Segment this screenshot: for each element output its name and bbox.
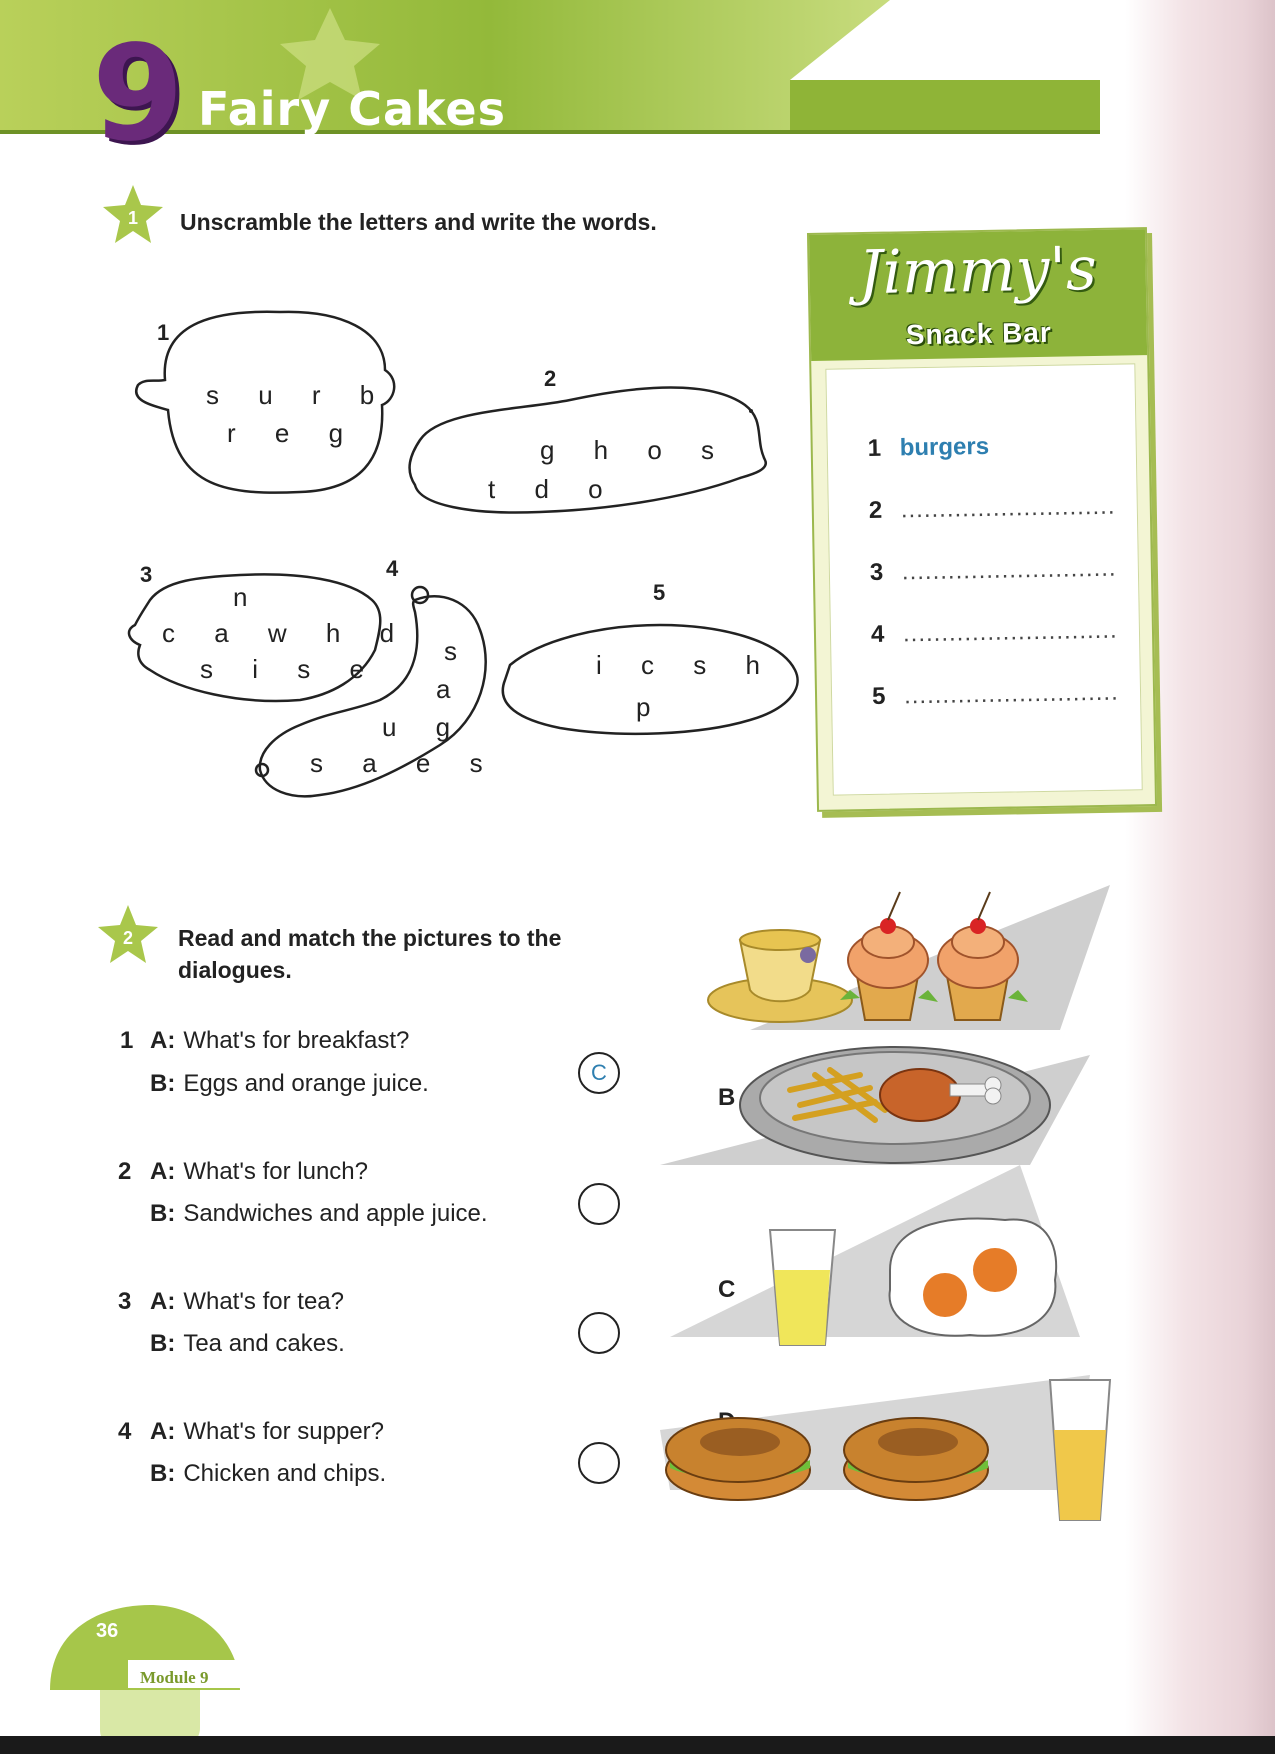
answer-row-number: 1	[867, 434, 882, 462]
dialogue4-number: 4	[118, 1418, 132, 1445]
puzzle1-letters-line2: r e g	[227, 418, 360, 448]
teacup-icon	[708, 930, 852, 1022]
juice-glass-icon	[1050, 1380, 1110, 1520]
exercise2-instruction	[178, 923, 561, 986]
dialogue2-answer: Sandwiches and apple juice.	[183, 1200, 488, 1227]
answer-blank[interactable]: ............................	[902, 616, 1118, 648]
puzzle2-number: 2	[544, 366, 557, 391]
puzzle3-number: 3	[140, 562, 153, 587]
speaker-a: A:	[150, 1418, 176, 1445]
dialogue4-answer: Chicken and chips.	[183, 1460, 387, 1487]
dialogue1-number: 1	[120, 1027, 134, 1054]
answer-row-number: 3	[869, 558, 884, 586]
module-label: Module 9	[140, 1668, 209, 1687]
picture-label-c: C	[718, 1276, 736, 1303]
answer-blank[interactable]: ............................	[903, 678, 1119, 710]
dialogue2-line-a	[150, 1158, 368, 1186]
dialogue1-answer: Eggs and orange juice.	[183, 1070, 429, 1097]
picture-label-b: B	[718, 1084, 736, 1111]
answer-row-number: 5	[871, 682, 886, 710]
exercise1-number: 1	[127, 208, 138, 228]
snack-bar-answers	[825, 363, 1142, 795]
dialogue1-line-b	[150, 1070, 429, 1098]
speaker-b: B:	[150, 1200, 176, 1227]
puzzle4-letters-line1: s	[444, 636, 473, 666]
dialogue2-number: 2	[118, 1158, 132, 1185]
puzzle4-letters-line3: u g	[382, 712, 467, 742]
puzzle3-letters-line1: c a w h d	[162, 618, 411, 648]
answer-row-1	[868, 433, 990, 463]
speaker-a: A:	[150, 1288, 176, 1315]
answer-value: burgers	[899, 432, 990, 462]
page-number: 36	[96, 1620, 119, 1642]
snack-bar-title: Jimmy's	[857, 233, 1098, 309]
answer-blank[interactable]: ............................	[900, 492, 1116, 524]
snack-bar-header	[809, 229, 1147, 361]
dialogue4-answer-circle[interactable]	[578, 1442, 620, 1484]
puzzle1-letters-line1: s u r b	[206, 380, 391, 410]
dialogue3-question: What's for tea?	[183, 1288, 344, 1315]
food-pictures	[660, 870, 1130, 1540]
puzzle-outlines	[0, 0, 820, 820]
unit-number: 9	[92, 17, 184, 171]
picture-b	[660, 1047, 1090, 1165]
speaker-b: B:	[150, 1460, 176, 1487]
puzzle5-letters-line1: i c s h	[596, 650, 776, 680]
fried-eggs-icon	[890, 1218, 1057, 1335]
puzzle5-number: 5	[653, 580, 666, 605]
dialogue1-question: What's for breakfast?	[183, 1027, 410, 1054]
dialogue2-question: What's for lunch?	[183, 1158, 368, 1185]
juice-glass-icon	[770, 1230, 835, 1345]
speaker-b: B:	[150, 1330, 176, 1357]
dialogue3-line-b	[150, 1330, 345, 1358]
puzzle1-number: 1	[157, 320, 170, 345]
answer-row-2	[869, 493, 1116, 525]
unit-title: Fairy Cakes	[198, 82, 506, 136]
dialogue3-line-a	[150, 1288, 344, 1316]
picture-a	[708, 885, 1110, 1030]
puzzle3-letters-line0: n	[233, 582, 264, 612]
puzzle3-letters-line2: s i s e	[200, 654, 380, 684]
speaker-a: A:	[150, 1158, 176, 1185]
snack-bar-board	[807, 227, 1157, 812]
exercise2-badge	[98, 905, 158, 963]
puzzle2-letters-line2: t d o	[488, 474, 619, 504]
answer-row-5	[872, 679, 1119, 711]
scan-bottom-edge	[0, 1736, 1275, 1754]
dialogue3-answer: Tea and cakes.	[183, 1330, 345, 1357]
answer-row-number: 4	[870, 620, 885, 648]
speaker-a: A:	[150, 1027, 176, 1054]
answer-row-3	[870, 555, 1117, 587]
dialogue1-line-a	[150, 1027, 409, 1055]
exercise2-instruction-line1: Read and match the pictures to the	[178, 925, 562, 951]
answer-row-number: 2	[868, 496, 883, 524]
dialogue2-line-b	[150, 1200, 488, 1228]
picture-d	[660, 1375, 1110, 1520]
picture-c	[670, 1165, 1080, 1345]
exercise1-instruction: Unscramble the letters and write the words.	[180, 209, 657, 235]
dialogue4-question: What's for supper?	[183, 1418, 384, 1445]
dialogue3-number: 3	[118, 1288, 132, 1315]
puzzle2-letters-line1: g h o s	[540, 435, 731, 465]
dialogue1-answer-circle[interactable]: C	[578, 1052, 620, 1094]
chicken-chips-icon	[740, 1047, 1050, 1163]
sandwich-icon	[666, 1418, 810, 1500]
dialogue4-line-b	[150, 1460, 386, 1488]
puzzle4-number: 4	[386, 556, 399, 581]
dialogue4-line-a	[150, 1418, 384, 1446]
snack-bar-subtitle: Snack Bar	[905, 316, 1052, 351]
puzzle4-letters-line2: a	[436, 674, 467, 704]
dialogue2-answer-circle[interactable]	[578, 1183, 620, 1225]
speaker-b: B:	[150, 1070, 176, 1097]
sandwich-icon	[844, 1418, 988, 1500]
exercise2-instruction-line2: dialogues.	[178, 956, 292, 983]
dialogue3-answer-circle[interactable]	[578, 1312, 620, 1354]
answer-blank[interactable]: ............................	[901, 554, 1117, 586]
puzzle5-letters-line2: p	[636, 692, 667, 722]
answer-row-4	[871, 617, 1118, 649]
exercise2-number: 2	[122, 928, 133, 948]
puzzle4-letters-line4: s a e s	[310, 748, 499, 778]
